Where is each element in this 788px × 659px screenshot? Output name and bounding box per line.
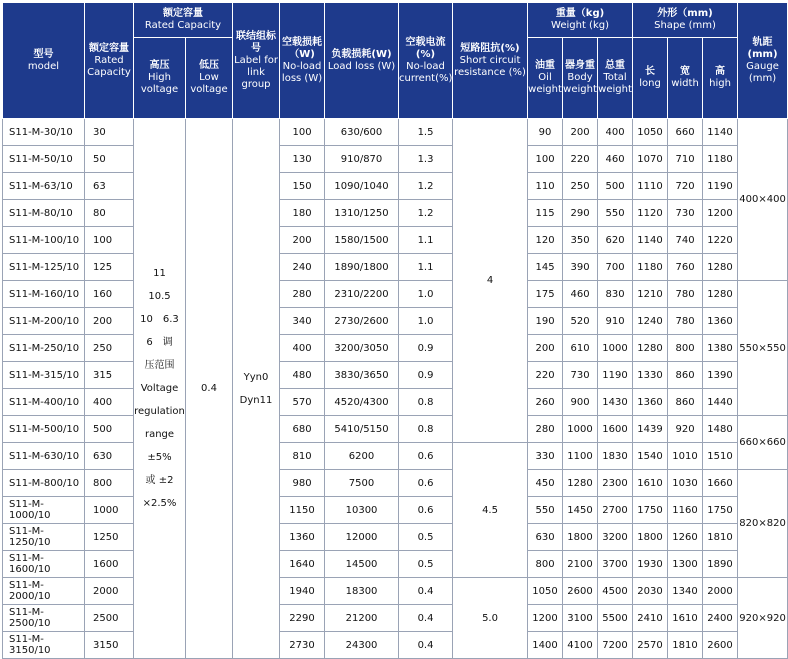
body-weight-cell: 460 (563, 281, 598, 308)
width-cell: 660 (668, 119, 703, 146)
table-header (3, 3, 788, 119)
model-cell: S11-M-1000/10 (3, 497, 85, 524)
model-cell: S11-M-3150/10 (3, 632, 85, 659)
oil-weight-cell: 260 (528, 389, 563, 416)
width-cell: 760 (668, 254, 703, 281)
no-load-loss-cell: 1940 (280, 578, 325, 605)
load-loss-cell: 4520/4300 (325, 389, 399, 416)
total-weight-cell: 830 (598, 281, 633, 308)
table-row (3, 227, 788, 254)
oil-weight-cell: 450 (528, 470, 563, 497)
model-cell: S11-M-500/10 (3, 416, 85, 443)
capacity-cell: 315 (85, 362, 134, 389)
width-cell: 1030 (668, 470, 703, 497)
no-load-current-cell: 0.9 (399, 362, 453, 389)
high-cell: 1890 (703, 551, 738, 578)
body-weight-cell: 250 (563, 173, 598, 200)
load-loss-cell: 14500 (325, 551, 399, 578)
oil-weight-cell: 1400 (528, 632, 563, 659)
oil-weight-cell: 100 (528, 146, 563, 173)
long-cell: 2570 (633, 632, 668, 659)
no-load-loss-cell: 570 (280, 389, 325, 416)
width-cell: 780 (668, 308, 703, 335)
body-weight-cell: 2100 (563, 551, 598, 578)
header-rated-capacity-group: 额定容量 Rated Capacity (134, 3, 233, 38)
capacity-cell: 1000 (85, 497, 134, 524)
capacity-cell: 500 (85, 416, 134, 443)
total-weight-cell: 910 (598, 308, 633, 335)
load-loss-cell: 6200 (325, 443, 399, 470)
model-cell: S11-M-80/10 (3, 200, 85, 227)
high-cell: 1660 (703, 470, 738, 497)
body-weight-cell: 1280 (563, 470, 598, 497)
no-load-loss-cell: 810 (280, 443, 325, 470)
high-voltage-cell-line: Voltage (140, 383, 179, 394)
oil-weight-cell: 120 (528, 227, 563, 254)
body-weight-cell: 730 (563, 362, 598, 389)
width-cell: 780 (668, 281, 703, 308)
high-cell: 1180 (703, 146, 738, 173)
oil-weight-cell: 200 (528, 335, 563, 362)
oil-weight-cell: 110 (528, 173, 563, 200)
table-row (3, 389, 788, 416)
long-cell: 1800 (633, 524, 668, 551)
high-cell: 1280 (703, 281, 738, 308)
table-row (3, 470, 788, 497)
capacity-cell: 1250 (85, 524, 134, 551)
gauge-cell: 400×400 (738, 119, 788, 281)
oil-weight-cell: 330 (528, 443, 563, 470)
header-total-weight: 总重 Total weight (598, 38, 633, 119)
impedance-cell: 4 (453, 119, 528, 443)
oil-weight-cell: 220 (528, 362, 563, 389)
load-loss-cell: 21200 (325, 605, 399, 632)
width-cell: 1260 (668, 524, 703, 551)
load-loss-cell: 1310/1250 (325, 200, 399, 227)
model-cell: S11-M-400/10 (3, 389, 85, 416)
table-row (3, 443, 788, 470)
capacity-cell: 160 (85, 281, 134, 308)
width-cell: 1010 (668, 443, 703, 470)
oil-weight-cell: 800 (528, 551, 563, 578)
long-cell: 1240 (633, 308, 668, 335)
total-weight-cell: 1830 (598, 443, 633, 470)
body-weight-cell: 4100 (563, 632, 598, 659)
header-low-voltage: 低压 Low voltage (186, 38, 233, 119)
long-cell: 1439 (633, 416, 668, 443)
high-voltage-cell-line: 11 (153, 268, 166, 279)
no-load-loss-cell: 280 (280, 281, 325, 308)
body-weight-cell: 290 (563, 200, 598, 227)
oil-weight-cell: 175 (528, 281, 563, 308)
no-load-current-cell: 1.0 (399, 308, 453, 335)
no-load-loss-cell: 1150 (280, 497, 325, 524)
high-cell: 1480 (703, 416, 738, 443)
model-cell: S11-M-125/10 (3, 254, 85, 281)
long-cell: 1180 (633, 254, 668, 281)
model-cell: S11-M-630/10 (3, 443, 85, 470)
body-weight-cell: 390 (563, 254, 598, 281)
table-row (3, 551, 788, 578)
capacity-cell: 2000 (85, 578, 134, 605)
table-row (3, 119, 788, 146)
table-body (3, 119, 788, 659)
load-loss-cell: 12000 (325, 524, 399, 551)
header-capacity: 额定容量 Rated Capacity (85, 3, 134, 119)
load-loss-cell: 7500 (325, 470, 399, 497)
label-group-cell (233, 119, 280, 659)
total-weight-cell: 500 (598, 173, 633, 200)
long-cell: 1930 (633, 551, 668, 578)
header-no-load-current: 空载电流(%) No-load current(%) (399, 3, 453, 119)
no-load-loss-cell: 2730 (280, 632, 325, 659)
total-weight-cell: 620 (598, 227, 633, 254)
load-loss-cell: 910/870 (325, 146, 399, 173)
high-voltage-cell (134, 119, 186, 659)
oil-weight-cell: 115 (528, 200, 563, 227)
total-weight-cell: 7200 (598, 632, 633, 659)
high-voltage-cell-line: 10 6.3 (140, 314, 179, 325)
oil-weight-cell: 550 (528, 497, 563, 524)
load-loss-cell: 24300 (325, 632, 399, 659)
capacity-cell: 200 (85, 308, 134, 335)
no-load-loss-cell: 680 (280, 416, 325, 443)
long-cell: 1110 (633, 173, 668, 200)
gauge-cell: 550×550 (738, 281, 788, 416)
high-voltage-cell-line: ±5% (147, 452, 172, 463)
table-row (3, 254, 788, 281)
total-weight-cell: 1000 (598, 335, 633, 362)
body-weight-cell: 900 (563, 389, 598, 416)
no-load-current-cell: 0.5 (399, 551, 453, 578)
high-voltage-cell-line: 10.5 (148, 291, 171, 302)
no-load-loss-cell: 100 (280, 119, 325, 146)
table-row (3, 632, 788, 659)
body-weight-cell: 200 (563, 119, 598, 146)
total-weight-cell: 1190 (598, 362, 633, 389)
capacity-cell: 250 (85, 335, 134, 362)
gauge-cell: 920×920 (738, 578, 788, 659)
no-load-loss-cell: 480 (280, 362, 325, 389)
no-load-loss-cell: 150 (280, 173, 325, 200)
impedance-cell: 5.0 (453, 578, 528, 659)
high-cell: 1390 (703, 362, 738, 389)
model-cell: S11-M-160/10 (3, 281, 85, 308)
high-cell: 1190 (703, 173, 738, 200)
capacity-cell: 630 (85, 443, 134, 470)
table-row (3, 335, 788, 362)
width-cell: 1160 (668, 497, 703, 524)
header-no-load-loss: 空载损耗（W) No-load loss (W) (280, 3, 325, 119)
no-load-current-cell: 1.2 (399, 200, 453, 227)
no-load-loss-cell: 240 (280, 254, 325, 281)
no-load-loss-cell: 180 (280, 200, 325, 227)
table-row (3, 524, 788, 551)
width-cell: 860 (668, 389, 703, 416)
capacity-cell: 50 (85, 146, 134, 173)
oil-weight-cell: 190 (528, 308, 563, 335)
no-load-loss-cell: 1360 (280, 524, 325, 551)
capacity-cell: 400 (85, 389, 134, 416)
total-weight-cell: 2700 (598, 497, 633, 524)
long-cell: 2410 (633, 605, 668, 632)
header-long: 长 long (633, 38, 668, 119)
high-voltage-cell-line: range (144, 429, 175, 440)
high-cell: 2400 (703, 605, 738, 632)
capacity-cell: 2500 (85, 605, 134, 632)
long-cell: 1210 (633, 281, 668, 308)
model-cell: S11-M-30/10 (3, 119, 85, 146)
load-loss-cell: 10300 (325, 497, 399, 524)
total-weight-cell: 550 (598, 200, 633, 227)
high-cell: 1200 (703, 200, 738, 227)
no-load-current-cell: 0.9 (399, 335, 453, 362)
header-short-circuit: 短路阻抗(%) Short circuit resistance (%) (453, 3, 528, 119)
table-row (3, 281, 788, 308)
total-weight-cell: 400 (598, 119, 633, 146)
high-cell: 1360 (703, 308, 738, 335)
table-row (3, 200, 788, 227)
width-cell: 1340 (668, 578, 703, 605)
header-oil-weight: 油重 Oil weight (528, 38, 563, 119)
no-load-current-cell: 0.4 (399, 578, 453, 605)
header-high-voltage: 高压 High voltage (134, 38, 186, 119)
width-cell: 1610 (668, 605, 703, 632)
high-voltage-cell-line: 压范围 (144, 360, 175, 371)
capacity-cell: 125 (85, 254, 134, 281)
model-cell: S11-M-250/10 (3, 335, 85, 362)
model-cell: S11-M-100/10 (3, 227, 85, 254)
long-cell: 1330 (633, 362, 668, 389)
no-load-current-cell: 1.1 (399, 254, 453, 281)
oil-weight-cell: 280 (528, 416, 563, 443)
high-cell: 1810 (703, 524, 738, 551)
high-cell: 1750 (703, 497, 738, 524)
high-voltage-cell-line: regulation (134, 406, 185, 417)
long-cell: 1050 (633, 119, 668, 146)
no-load-loss-cell: 130 (280, 146, 325, 173)
load-loss-cell: 3200/3050 (325, 335, 399, 362)
capacity-cell: 800 (85, 470, 134, 497)
model-cell: S11-M-800/10 (3, 470, 85, 497)
no-load-loss-cell: 1640 (280, 551, 325, 578)
width-cell: 1810 (668, 632, 703, 659)
total-weight-cell: 5500 (598, 605, 633, 632)
oil-weight-cell: 145 (528, 254, 563, 281)
no-load-loss-cell: 340 (280, 308, 325, 335)
no-load-current-cell: 0.6 (399, 470, 453, 497)
table-row (3, 362, 788, 389)
header-label-group: 联结组标号 Label for link group (233, 3, 280, 119)
header-high: 高 high (703, 38, 738, 119)
no-load-loss-cell: 200 (280, 227, 325, 254)
width-cell: 1300 (668, 551, 703, 578)
total-weight-cell: 4500 (598, 578, 633, 605)
load-loss-cell: 2310/2200 (325, 281, 399, 308)
gauge-cell: 820×820 (738, 470, 788, 578)
no-load-current-cell: 0.4 (399, 632, 453, 659)
load-loss-cell: 1090/1040 (325, 173, 399, 200)
body-weight-cell: 1800 (563, 524, 598, 551)
capacity-cell: 3150 (85, 632, 134, 659)
body-weight-cell: 3100 (563, 605, 598, 632)
width-cell: 920 (668, 416, 703, 443)
long-cell: 2030 (633, 578, 668, 605)
capacity-cell: 63 (85, 173, 134, 200)
capacity-cell: 1600 (85, 551, 134, 578)
gauge-cell: 660×660 (738, 416, 788, 470)
high-cell: 1440 (703, 389, 738, 416)
body-weight-cell: 610 (563, 335, 598, 362)
table-row (3, 605, 788, 632)
table-row (3, 497, 788, 524)
long-cell: 1360 (633, 389, 668, 416)
body-weight-cell: 1000 (563, 416, 598, 443)
low-voltage-cell: 0.4 (186, 119, 233, 659)
long-cell: 1540 (633, 443, 668, 470)
header-model: 型号 model (3, 3, 85, 119)
no-load-current-cell: 0.6 (399, 443, 453, 470)
header-shape-group: 外形（mm) Shape (mm) (633, 3, 738, 38)
oil-weight-cell: 1200 (528, 605, 563, 632)
no-load-current-cell: 0.8 (399, 416, 453, 443)
total-weight-cell: 2300 (598, 470, 633, 497)
no-load-current-cell: 1.5 (399, 119, 453, 146)
body-weight-cell: 2600 (563, 578, 598, 605)
total-weight-cell: 1430 (598, 389, 633, 416)
long-cell: 1070 (633, 146, 668, 173)
no-load-current-cell: 1.1 (399, 227, 453, 254)
load-loss-cell: 1580/1500 (325, 227, 399, 254)
label-group-cell-line: Yyn0 (243, 371, 269, 383)
load-loss-cell: 2730/2600 (325, 308, 399, 335)
high-cell: 1280 (703, 254, 738, 281)
width-cell: 800 (668, 335, 703, 362)
model-cell: S11-M-2000/10 (3, 578, 85, 605)
total-weight-cell: 460 (598, 146, 633, 173)
long-cell: 1280 (633, 335, 668, 362)
header-width: 宽 width (668, 38, 703, 119)
high-cell: 1140 (703, 119, 738, 146)
model-cell: S11-M-200/10 (3, 308, 85, 335)
capacity-cell: 100 (85, 227, 134, 254)
no-load-current-cell: 1.3 (399, 146, 453, 173)
load-loss-cell: 3830/3650 (325, 362, 399, 389)
table-row (3, 578, 788, 605)
oil-weight-cell: 630 (528, 524, 563, 551)
header-body-weight: 器身重 Body weight (563, 38, 598, 119)
spec-table (2, 2, 788, 659)
high-voltage-cell-line: 或 ±2 (145, 475, 174, 486)
model-cell: S11-M-315/10 (3, 362, 85, 389)
header-load-loss: 负载损耗(W) Load loss (W) (325, 3, 399, 119)
long-cell: 1140 (633, 227, 668, 254)
no-load-loss-cell: 400 (280, 335, 325, 362)
no-load-current-cell: 0.5 (399, 524, 453, 551)
table-row (3, 173, 788, 200)
model-cell: S11-M-50/10 (3, 146, 85, 173)
load-loss-cell: 1890/1800 (325, 254, 399, 281)
body-weight-cell: 1100 (563, 443, 598, 470)
total-weight-cell: 3200 (598, 524, 633, 551)
label-group-cell-line: Dyn11 (239, 394, 273, 406)
table-row (3, 416, 788, 443)
table-row (3, 308, 788, 335)
model-cell: S11-M-63/10 (3, 173, 85, 200)
no-load-loss-cell: 980 (280, 470, 325, 497)
high-voltage-cell-line: 6 调 (146, 337, 173, 348)
total-weight-cell: 3700 (598, 551, 633, 578)
no-load-current-cell: 0.4 (399, 605, 453, 632)
body-weight-cell: 350 (563, 227, 598, 254)
model-cell: S11-M-1250/10 (3, 524, 85, 551)
width-cell: 740 (668, 227, 703, 254)
table-row (3, 146, 788, 173)
long-cell: 1610 (633, 470, 668, 497)
high-cell: 1220 (703, 227, 738, 254)
body-weight-cell: 1450 (563, 497, 598, 524)
high-cell: 2600 (703, 632, 738, 659)
no-load-current-cell: 0.6 (399, 497, 453, 524)
load-loss-cell: 5410/5150 (325, 416, 399, 443)
high-cell: 1380 (703, 335, 738, 362)
header-gauge: 轨距(mm) Gauge (mm) (738, 3, 788, 119)
oil-weight-cell: 1050 (528, 578, 563, 605)
no-load-current-cell: 1.0 (399, 281, 453, 308)
no-load-loss-cell: 2290 (280, 605, 325, 632)
no-load-current-cell: 0.8 (399, 389, 453, 416)
width-cell: 710 (668, 146, 703, 173)
capacity-cell: 80 (85, 200, 134, 227)
long-cell: 1750 (633, 497, 668, 524)
width-cell: 730 (668, 200, 703, 227)
capacity-cell: 30 (85, 119, 134, 146)
high-cell: 1510 (703, 443, 738, 470)
oil-weight-cell: 90 (528, 119, 563, 146)
body-weight-cell: 220 (563, 146, 598, 173)
width-cell: 860 (668, 362, 703, 389)
load-loss-cell: 18300 (325, 578, 399, 605)
load-loss-cell: 630/600 (325, 119, 399, 146)
header-weight-group: 重量（kg) Weight (kg) (528, 3, 633, 38)
total-weight-cell: 1600 (598, 416, 633, 443)
high-voltage-cell-line: ×2.5% (142, 498, 177, 509)
impedance-cell: 4.5 (453, 443, 528, 578)
model-cell: S11-M-1600/10 (3, 551, 85, 578)
long-cell: 1120 (633, 200, 668, 227)
body-weight-cell: 520 (563, 308, 598, 335)
total-weight-cell: 700 (598, 254, 633, 281)
high-cell: 2000 (703, 578, 738, 605)
model-cell: S11-M-2500/10 (3, 605, 85, 632)
no-load-current-cell: 1.2 (399, 173, 453, 200)
width-cell: 720 (668, 173, 703, 200)
